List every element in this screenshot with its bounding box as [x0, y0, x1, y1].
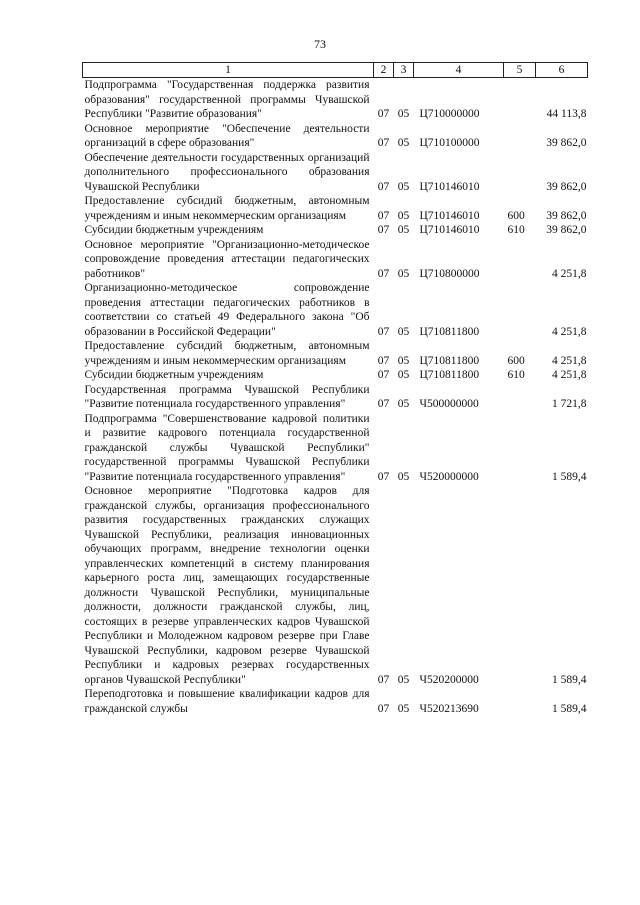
row-target-article: Ц710811800	[419, 369, 480, 381]
table-row	[83, 412, 588, 485]
row-section: 07	[377, 325, 390, 338]
row-name: Основное мероприятие "Обеспечение деятельности организаций в сфере образования"	[84, 122, 370, 149]
row-amount: 1 589,4	[552, 470, 587, 483]
table-row	[83, 122, 588, 151]
row-subsection: 05	[397, 137, 410, 149]
row-target-article: Ц710146010	[419, 209, 480, 222]
table-row	[83, 484, 588, 687]
row-section: 07	[377, 137, 390, 149]
row-section: 07	[377, 673, 390, 686]
row-section: 07	[377, 369, 390, 381]
row-amount: 44 113,8	[546, 108, 587, 120]
row-target-article: Ч500000000	[419, 398, 479, 410]
row-amount: 39 862,0	[546, 224, 587, 236]
row-subsection: 05	[397, 325, 410, 338]
row-expense-type	[504, 151, 536, 195]
row-subsection: 05	[397, 369, 410, 381]
row-expense-type: 610	[507, 224, 525, 236]
row-expense-type	[504, 484, 536, 687]
row-subsection: 05	[397, 209, 410, 222]
row-name: Основное мероприятие "Подготовка кадров для гражданской службы, организация профессионального развития государственных гражданских служащих Чувашской Республики, реализация инновационных обучающих программ, внедрение технологии оценки управленческих компетенций в систему планирования карьерного роста лиц, замещающих государственные должности Чувашской Республики, муниципальные должности, должности гражданской службы, лиц, состоящих в резерве управленческих кадров Чувашской Республики и Молодежном кадровом резерве при Главе Чувашской Республики, кадровом резерве Чувашской Республики и кадровых резервах государственных органов Чувашской Республики"	[84, 485, 370, 686]
table-row	[83, 78, 588, 122]
column-header-section: 2	[374, 63, 394, 78]
row-amount: 39 862,0	[546, 137, 587, 149]
row-section: 07	[377, 180, 390, 193]
row-section: 07	[377, 470, 390, 483]
row-expense-type	[504, 383, 536, 412]
row-amount: 39 862,0	[546, 209, 587, 222]
table-row	[83, 368, 588, 383]
row-name: Предоставление субсидий бюджетным, автономным учреждениям и иным некоммерческим организациям	[84, 195, 370, 222]
row-name: Основное мероприятие "Организационно-методическое сопровождение проведения аттестации педагогических работников"	[84, 238, 370, 280]
row-subsection: 05	[397, 180, 410, 193]
row-section: 07	[377, 224, 390, 236]
table-row	[83, 223, 588, 238]
row-amount: 4 251,8	[552, 369, 587, 381]
row-section: 07	[377, 209, 390, 222]
table-row	[83, 194, 588, 223]
row-name: Подпрограмма "Совершенствование кадровой политики и развитие кадрового потенциала государственной гражданской службы Чувашской Республики" государственной программы Чувашской Республики "Развитие потенциала государственного управления"	[84, 412, 370, 483]
row-section: 07	[377, 398, 390, 410]
row-subsection: 05	[397, 354, 410, 367]
row-section: 07	[377, 108, 390, 120]
row-name: Подпрограмма "Государственная поддержка развития образования" государственной программы Чувашской Республики "Развитие образования"	[84, 79, 370, 120]
row-section: 07	[377, 267, 390, 280]
row-subsection: 05	[397, 702, 410, 715]
row-expense-type	[504, 78, 536, 122]
page-number: 73	[314, 37, 326, 51]
table-row	[83, 687, 588, 716]
row-name: Субсидии бюджетным учреждениям	[84, 369, 264, 381]
row-name: Предоставление субсидий бюджетным, автономным учреждениям и иным некоммерческим организациям	[84, 340, 370, 367]
row-subsection: 05	[397, 398, 410, 410]
row-target-article: Ч520000000	[419, 470, 479, 483]
row-target-article: Ц710000000	[419, 108, 480, 120]
header-row	[83, 63, 588, 78]
table-row	[83, 151, 588, 195]
column-header-target-article: 4	[414, 63, 504, 78]
row-expense-type	[504, 122, 536, 151]
row-amount: 1 589,4	[552, 673, 587, 686]
row-amount: 39 862,0	[546, 180, 587, 193]
column-header-amount: 6	[536, 63, 588, 78]
row-name: Обеспечение деятельности государственных организаций дополнительного профессионального образования Чувашской Республики	[84, 151, 370, 193]
budget-table	[82, 62, 588, 716]
row-subsection: 05	[397, 673, 410, 686]
table-row	[83, 238, 588, 282]
row-name: Организационно-методическое сопровождение проведения аттестации педагогических работников в соответствии со статьей 49 Федерального закона "Об образовании в Российской Федерации"	[84, 282, 370, 338]
table-body	[83, 78, 588, 717]
row-target-article: Ч520200000	[419, 673, 479, 686]
row-expense-type: 600	[507, 209, 525, 222]
row-expense-type	[504, 281, 536, 339]
table-row	[83, 383, 588, 412]
row-amount: 4 251,8	[552, 325, 587, 338]
row-name: Переподготовка и повышение квалификации кадров для гражданской службы	[84, 688, 370, 715]
row-section: 07	[377, 702, 390, 715]
row-subsection: 05	[397, 224, 410, 236]
column-header-expense-type: 5	[504, 63, 536, 78]
row-target-article: Ц710146010	[419, 224, 480, 236]
row-target-article: Ц710811800	[419, 354, 480, 367]
row-expense-type: 600	[507, 354, 525, 367]
row-subsection: 05	[397, 470, 410, 483]
row-expense-type	[504, 687, 536, 716]
row-subsection: 05	[397, 108, 410, 120]
row-section: 07	[377, 354, 390, 367]
row-expense-type	[504, 412, 536, 485]
row-target-article: Ц710800000	[419, 267, 480, 280]
row-amount: 4 251,8	[552, 354, 587, 367]
column-header-name: 1	[83, 63, 374, 78]
row-target-article: Ц710811800	[419, 325, 480, 338]
table-header	[83, 63, 588, 78]
row-expense-type: 610	[507, 369, 525, 381]
row-amount: 1 721,8	[552, 398, 587, 410]
row-target-article: Ц710100000	[419, 137, 480, 149]
row-target-article: Ц710146010	[419, 180, 480, 193]
table-row	[83, 339, 588, 368]
column-header-subsection: 3	[394, 63, 414, 78]
row-expense-type	[504, 238, 536, 282]
row-subsection: 05	[397, 267, 410, 280]
row-name: Государственная программа Чувашской Республики "Развитие потенциала государственного управления"	[84, 383, 370, 410]
row-target-article: Ч520213690	[419, 702, 479, 715]
row-amount: 4 251,8	[552, 267, 587, 280]
row-amount: 1 589,4	[552, 702, 587, 715]
row-name: Субсидии бюджетным учреждениям	[84, 224, 264, 236]
table-row	[83, 281, 588, 339]
